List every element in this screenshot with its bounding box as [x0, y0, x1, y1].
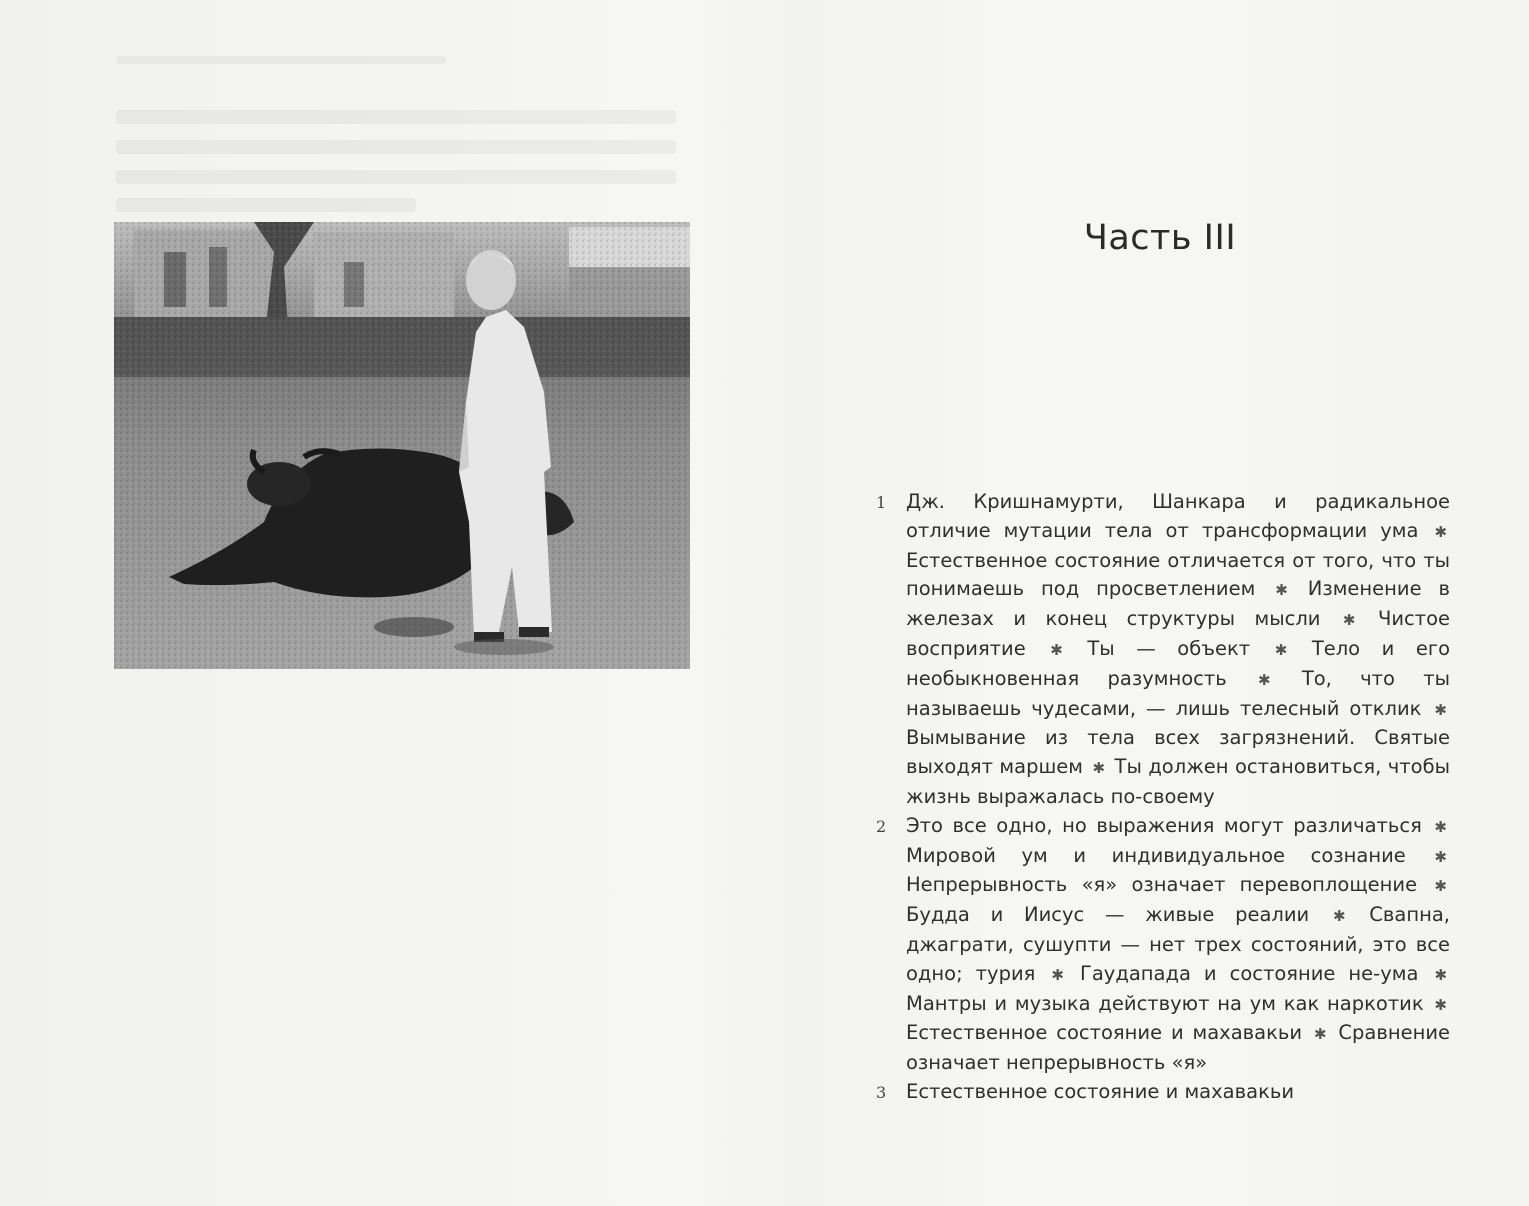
toc-item	[870, 488, 1450, 812]
asterisk-separator-icon: ✱	[1092, 759, 1106, 778]
toc-segment: То, что ты называешь чудесами, — лишь телесный отклик	[906, 666, 1450, 720]
asterisk-separator-icon: ✱	[1434, 965, 1448, 984]
toc-segment: Тело и его необыкновенная разумность	[906, 636, 1451, 690]
asterisk-separator-icon: ✱	[1051, 965, 1064, 984]
asterisk-separator-icon: ✱	[1313, 1025, 1327, 1044]
toc-item	[870, 1078, 1450, 1107]
toc-segment: Ты — объект	[1087, 636, 1251, 660]
asterisk-separator-icon: ✱	[1342, 611, 1356, 630]
toc-segment: Непрерывность «я» означает перевоплощение	[906, 873, 1418, 897]
toc-segment: Дж. Кришнамурти, Шанкара и радикальное отличие мутации тела от трансформации ума	[906, 490, 1450, 542]
toc-segment: Мировой ум и индивидуальное сознание	[906, 843, 1406, 867]
toc-segment: Естественное состояние и махавакьи	[906, 1021, 1303, 1045]
asterisk-separator-icon: ✱	[1275, 581, 1288, 600]
toc-segment: Гаудапада и состояние не-ума	[1079, 961, 1419, 985]
asterisk-separator-icon: ✱	[1434, 522, 1448, 541]
asterisk-separator-icon: ✱	[1434, 817, 1447, 836]
part-title: Часть III	[1083, 218, 1237, 258]
toc-item	[870, 812, 1450, 1078]
asterisk-separator-icon: ✱	[1332, 907, 1346, 926]
asterisk-separator-icon: ✱	[1434, 877, 1447, 896]
bleed-through-line	[116, 56, 446, 64]
toc-item-number: 2	[876, 816, 887, 836]
asterisk-separator-icon: ✱	[1434, 700, 1447, 719]
toc-segment: Естественное состояние и махавакьи	[906, 1079, 1295, 1103]
toc-segment: Ты должен остановиться, чтобы жизнь выражалась по-своему	[906, 755, 1451, 808]
toc-segment: Свапна, джаграти, сушупти — нет трех состояний, это все одно; турия	[906, 903, 1450, 985]
photograph	[114, 222, 690, 669]
bleed-through-line	[116, 110, 676, 124]
toc-item-text	[906, 488, 1450, 812]
toc-segment: Чистое восприятие	[906, 607, 1451, 660]
toc-item-number: 3	[876, 1082, 887, 1102]
toc-item-number: 1	[876, 493, 887, 512]
asterisk-separator-icon: ✱	[1434, 995, 1447, 1014]
bleed-through-line	[116, 140, 676, 154]
asterisk-separator-icon: ✱	[1274, 640, 1288, 659]
toc-segment: Сравнение означает непрерывность «я»	[906, 1021, 1451, 1075]
toc-item-text	[906, 812, 1450, 1078]
asterisk-separator-icon: ✱	[1434, 847, 1447, 866]
toc-segment: Изменение в железах и конец структуры мысли	[906, 577, 1450, 631]
toc-segment: Это все одно, но выражения могут различаться	[906, 813, 1422, 837]
toc-segment: Естественное состояние отличается от того, что ты понимаешь под просветлением	[906, 548, 1450, 601]
toc-segment: Будда и Иисус — живые реалии	[906, 903, 1310, 927]
photo-illustration	[114, 222, 690, 669]
bleed-through-line	[116, 170, 676, 184]
chapter-contents-list	[870, 488, 1450, 1107]
toc-segment: Вымывание из тела всех загрязнений. Святые выходят маршем	[906, 726, 1450, 779]
toc-item-text	[906, 1078, 1450, 1107]
asterisk-separator-icon: ✱	[1050, 640, 1063, 659]
bleed-through-line	[116, 198, 416, 212]
toc-segment: Мантры и музыка действуют на ум как наркотик	[906, 991, 1424, 1015]
asterisk-separator-icon: ✱	[1257, 670, 1271, 689]
